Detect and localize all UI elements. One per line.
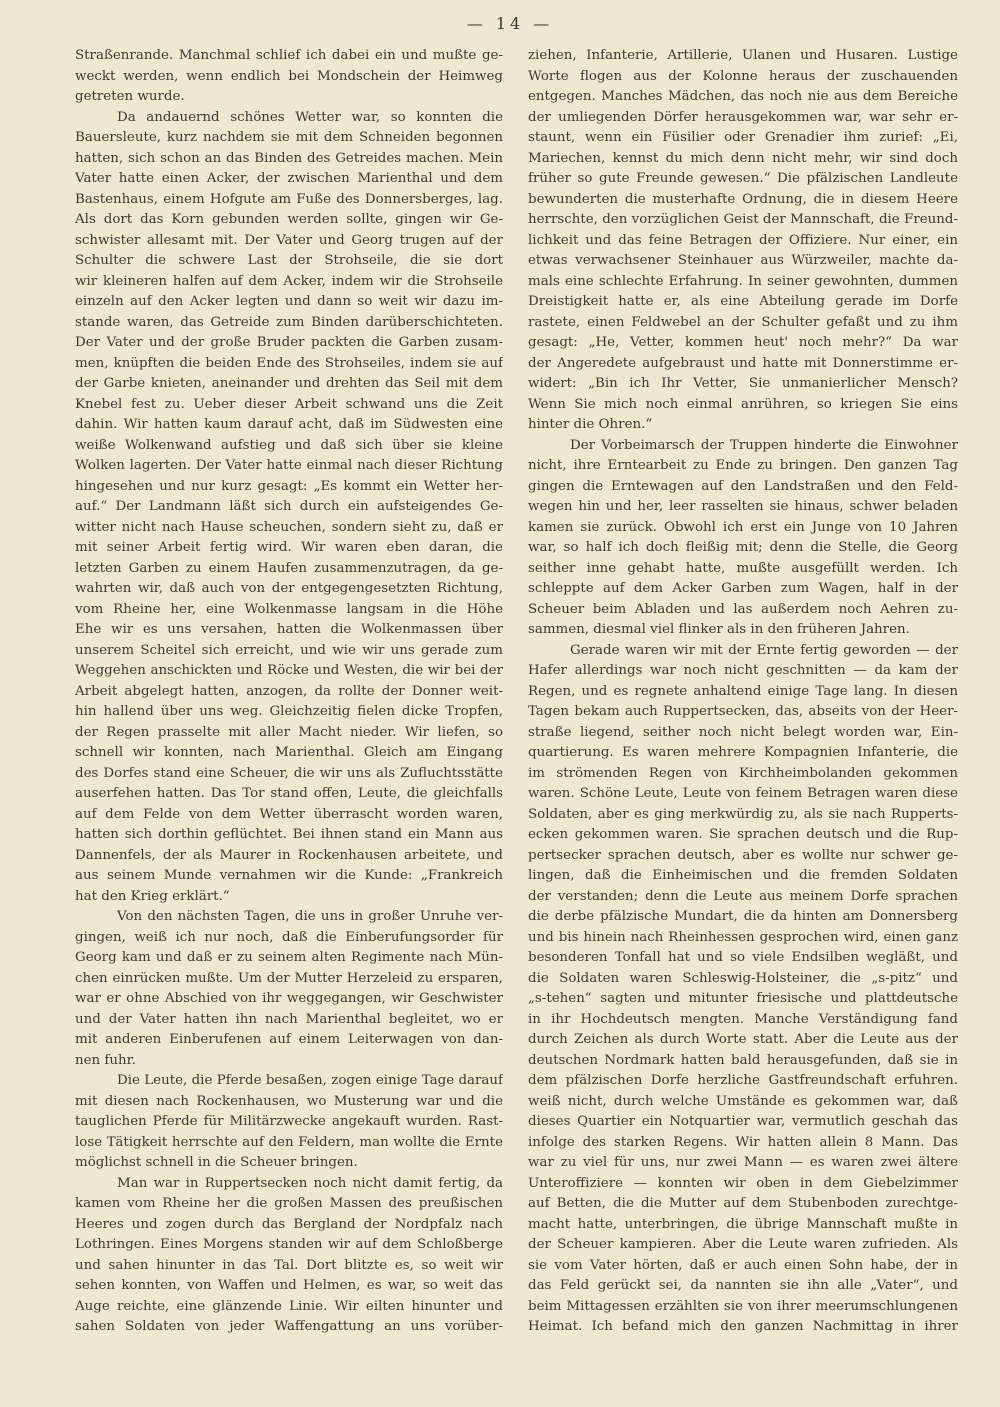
text-line: dahin. Wir hatten kaum darauf acht, daß im Südwesten eine <box>75 417 503 432</box>
text-line: Bastenhaus, einem Hofgute am Fuße des Donnersberges, lag. <box>75 191 503 207</box>
text-line: deutschen Nordmark hatten bald herausgefunden, daß sie in <box>528 1052 958 1068</box>
text-line: möglichst schnell in die Scheuer bringen. <box>75 1155 358 1170</box>
paragraph <box>75 108 503 908</box>
text-line: der umliegenden Dörfer herausgekommen war, war sehr er- <box>528 109 958 125</box>
text-line: Bauersleute, kurz nachdem sie mit dem Schneiden begonnen <box>75 130 503 145</box>
text-line: nicht, ihre Erntearbeit zu Ende zu bringen. Den ganzen Tag <box>528 458 958 473</box>
text-line: schnell wir konnten, nach Marienthal. Gleich am Eingang <box>75 745 503 760</box>
text-line: die Soldaten waren Schleswig-Holsteiner, die „s-pitz“ und <box>528 970 958 986</box>
text-line: war, so half ich doch fleißig mit; denn die Stelle, die Georg <box>528 540 958 555</box>
text-line: widert: „Bin ich Ihr Vetter, Sie unmanierlicher Mensch? <box>528 376 958 391</box>
text-line: ecken gekommen waren. Sie sprachen deutsch und die Rup- <box>528 827 958 842</box>
text-line: mit seiner Arbeit fertig wird. Wir waren eben daran, die <box>75 540 503 555</box>
text-line: sammen, diesmal viel flinker als in den früheren Jahren. <box>528 622 910 637</box>
paragraph <box>528 46 958 436</box>
text-line: der Regen prasselte mit aller Macht nieder. Wir liefen, so <box>75 724 503 740</box>
text-line: letzten Garben zu einem Haufen zusammenzutragen, da ge- <box>75 560 503 576</box>
text-line: Von den nächsten Tagen, die uns in großer Unruhe ver- <box>117 909 503 924</box>
text-line: seither inne gehabt hatte, mußte ausgefüllt werden. Ich <box>528 560 958 576</box>
text-line: der verstanden; denn die Leute aus meinem Dorfe sprachen <box>528 888 958 904</box>
text-line: schleppte auf dem Acker Garben zum Wagen, half in der <box>528 581 958 596</box>
text-line: Straßenrande. Manchmal schlief ich dabei ein und mußte ge- <box>75 48 503 63</box>
text-line: beim Mittagessen erzählten sie von ihrer meerumschlungenen <box>528 1298 958 1314</box>
text-line: Weggehen anschickten und Röcke und Westen, die wir bei der <box>75 663 503 678</box>
text-line: lose Tätigkeit herrschte auf den Feldern, man wollte die Ernte <box>75 1134 503 1150</box>
text-line: waren. Schöne Leute, Leute von feinem Betragen waren diese <box>528 786 958 801</box>
text-line: bewunderten die musterhafte Ordnung, die in diesem Heere <box>528 191 958 207</box>
text-line: Auge reichte, eine glänzende Linie. Wir eilten hinunter und <box>75 1298 503 1314</box>
text-line: besonderen Tonfall hat und so viele Endsilben wegläßt, und <box>528 950 958 965</box>
text-line: lichkeit und das feine Betragen der Offiziere. Nur einer, ein <box>528 232 958 248</box>
text-line: quartierung. Es waren mehrere Kompagnien Infanterie, die <box>528 745 958 760</box>
text-line: Vater hatte einen Acker, der zwischen Marienthal und dem <box>75 171 503 186</box>
text-line: dieses Quartier ein Notquartier war, vermutlich geschah das <box>528 1114 958 1129</box>
text-line: Wolken lagerten. Der Vater hatte einmal nach dieser Richtung <box>75 458 503 473</box>
text-line: chen einrücken mußte. Um der Mutter Herzeleid zu ersparen, <box>75 970 503 986</box>
text-line: gingen die Erntewagen auf den Landstraßen und den Feld- <box>528 478 958 494</box>
text-line: Man war in Ruppertsecken noch nicht damit fertig, da <box>117 1175 503 1191</box>
text-column-right <box>528 46 958 1338</box>
text-line: der Angeredete aufgebraust und hatte mit Donnerstimme er- <box>528 355 958 371</box>
text-line: Knebel fest zu. Ueber dieser Arbeit schwand uns die Zeit <box>75 396 503 412</box>
text-line: tauglichen Pferde für Militärzwecke angekauft wurden. Rast- <box>75 1114 503 1129</box>
paragraph <box>75 1071 503 1174</box>
text-line: kamen sie zurück. Obwohl ich erst ein Junge von 10 Jahren <box>528 519 958 535</box>
text-line: Heimat. Ich befand mich den ganzen Nachmittag in ihrer <box>528 1319 958 1334</box>
text-line: getreten wurde. <box>75 89 185 104</box>
text-line: Dreistigkeit hatte er, als eine Abteilung gerade im Dorfe <box>528 294 958 309</box>
text-line: dem pfälzischen Dorfe herzliche Gastfreundschaft erfuhren. <box>528 1073 958 1088</box>
paragraph <box>75 1174 503 1338</box>
text-line: die derbe pfälzische Mundart, die da hinten am Donnersberg <box>528 909 958 924</box>
text-line: staunt, wenn ein Füsilier oder Grenadier ihm zurief: „Ei, <box>528 130 958 145</box>
paragraph <box>528 436 958 641</box>
text-line: der Scheuer kampieren. Aber die Leute waren zufrieden. Als <box>528 1237 958 1252</box>
text-line: witter nicht nach Hause scheuchen, sondern sieht zu, daß er <box>75 519 503 535</box>
text-line: pertsecker sprachen deutsch, aber es wollte nur schwer ge- <box>528 847 958 863</box>
text-line: Hafer allerdings war noch nicht geschnitten — da kam der <box>528 663 958 678</box>
text-line: auserfehen hatten. Das Tor stand offen, Leute, die gleichfalls <box>75 786 503 801</box>
text-line: infolge des starken Regens. Wir hatten allein 8 Mann. Das <box>528 1134 958 1150</box>
text-line: sahen Soldaten von jeder Waffengattung an uns vorüber- <box>75 1319 503 1334</box>
text-line: ziehen, Infanterie, Artillerie, Ulanen und Husaren. Lustige <box>528 48 958 63</box>
text-line: und der Vater hatten ihn nach Marienthal begleitet, wo er <box>75 1011 503 1027</box>
text-line: gesagt: „He, Vetter, kommen heut' noch mehr?“ Da war <box>528 335 958 350</box>
text-line: wahrten wir, daß auch von der entgegengesetzten Richtung, <box>75 581 503 596</box>
text-line: Heeres und zogen durch das Bergland der Nordpfalz nach <box>75 1216 503 1232</box>
paragraph <box>528 641 958 1338</box>
text-line: men, knüpften die beiden Ende des Strohseiles, indem sie auf <box>75 355 503 371</box>
text-line: Regen, und es regnete anhaltend einige Tage lang. In diesen <box>528 683 958 699</box>
text-line: auf.“ Der Landmann läßt sich durch ein aufsteigendes Ge- <box>75 499 503 514</box>
text-line: herrschte, den vorzüglichen Geist der Mannschaft, die Freund- <box>528 212 958 227</box>
text-line: im strömenden Regen von Kirchheimbolanden gekommen <box>528 765 958 781</box>
text-line: war zu viel für uns, nur zwei Mann — es waren zwei ältere <box>528 1155 958 1170</box>
text-line: Mariechen, kennst du mich denn nicht mehr, wir sind doch <box>528 150 958 166</box>
text-line: hingesehen und nur kurz gesagt: „Es kommt ein Wetter her- <box>75 478 503 494</box>
text-line: Schulter die schwere Last der Strohseile, die sie dort <box>75 253 503 268</box>
text-line: mals eine schlechte Erfahrung. In seiner gewohnten, dummen <box>528 273 958 289</box>
text-line: Die Leute, die Pferde besaßen, zogen einige Tage darauf <box>117 1073 503 1088</box>
text-line: hatten, sich schon an das Binden des Getreides machen. Mein <box>75 150 503 166</box>
text-line: Tagen bekam auch Ruppertsecken, das, abseits von der Heer- <box>528 704 958 719</box>
text-line: auf dem Felde von dem Wetter überrascht worden waren, <box>75 806 503 822</box>
text-line: einzeln auf den Acker legten und dann so weit wir dazu im- <box>75 294 503 309</box>
text-line: Der Vater und der große Bruder packten die Garben zusam- <box>75 335 503 350</box>
text-column-left <box>75 46 503 1338</box>
text-line: rastete, einen Feldwebel an der Schulter gefaßt und zu ihm <box>528 314 958 330</box>
text-line: weiße Wolkenwand aufstieg und daß sich über sie kleine <box>75 437 503 453</box>
text-line: etwas verwachsener Steinhauer aus Würzweiler, machte da- <box>528 253 958 268</box>
text-line: und sahen hinunter in das Tal. Dort blitzte es, so weit wir <box>75 1257 503 1273</box>
text-line: Georg kam und daß er zu seinem alten Regimente nach Mün- <box>75 950 503 965</box>
text-line: lingen, daß die Einheimischen und die fremden Soldaten <box>528 868 958 883</box>
text-line: weckt werden, wenn endlich bei Mondschein der Heimweg <box>75 68 503 84</box>
text-line: Wenn Sie mich noch einmal anrühren, so kriegen Sie eins <box>528 396 958 412</box>
text-line: Lothringen. Eines Morgens standen wir auf dem Schloßberge <box>75 1237 503 1252</box>
text-line: wegen hin und her, leer rasselten sie hinaus, schwer beladen <box>528 499 958 514</box>
page-number: — 14 — <box>466 14 554 33</box>
text-line: mit diesen nach Rockenhausen, wo Musterung war und die <box>75 1093 503 1109</box>
text-line: mit anderen Einberufenen auf einem Leiterwagen von dan- <box>75 1032 503 1047</box>
text-line: das Feld gerückt sei, da nannten sie ihn alle „Vater“, und <box>528 1278 958 1293</box>
text-line: „s-tehen“ sagten und mitunter friesische und plattdeutsche <box>528 991 958 1006</box>
text-line: Arbeit abgelegt hatten, anzogen, da rollte der Donner weit- <box>75 683 503 699</box>
text-line: früher so gute Freunde gewesen.“ Die pfälzischen Landleute <box>528 171 958 186</box>
text-line: hatten sich dorthin geflüchtet. Bei ihnen stand ein Mann aus <box>75 827 503 842</box>
text-line: Scheuer beim Abladen und las außerdem noch Aehren zu- <box>528 601 958 617</box>
text-line: Der Vorbeimarsch der Truppen hinderte die Einwohner <box>570 437 958 453</box>
text-line: aus seinem Munde vernahmen wir die Kunde: „Frankreich <box>75 868 503 883</box>
text-line: weiß nicht, durch welche Umstände es gekommen war, daß <box>528 1093 958 1109</box>
text-line: sie vom Vater hörten, daß er auch einen Sohn habe, der in <box>528 1257 958 1273</box>
text-line: gingen, weiß ich nur noch, daß die Einberufungsorder für <box>75 929 503 945</box>
text-line: unserem Scheitel sich erreicht, und wie wir uns gerade zum <box>75 642 503 658</box>
text-line: war er ohne Abschied von ihr weggegangen, wir Geschwister <box>75 991 503 1006</box>
text-line: Soldaten, aber es ging merkwürdig zu, als sie nach Rupperts- <box>528 806 958 822</box>
text-line: entgegen. Manches Mädchen, das noch nie aus dem Bereiche <box>528 89 958 104</box>
text-line: hin hallend über uns weg. Gleichzeitig fielen dicke Tropfen, <box>75 704 503 719</box>
text-line: Als dort das Korn gebunden werden sollte, gingen wir Ge- <box>75 212 503 227</box>
text-line: Da andauernd schönes Wetter war, so konnten die <box>117 109 503 125</box>
text-line: wir kleineren halfen auf dem Acker, indem wir die Strohseile <box>75 273 503 289</box>
text-line: und bis hinein nach Rheinhessen gesprochen wird, einen ganz <box>528 929 958 945</box>
text-line: Ehe wir es uns versahen, hatten die Wolkenmassen über <box>75 622 503 637</box>
text-line: hinter die Ohren.“ <box>528 417 653 432</box>
text-line: vom Rheine her, eine Wolkenmasse langsam in die Höhe <box>75 601 503 617</box>
text-line: macht hatte, unterbringen, die übrige Mannschaft mußte in <box>528 1216 958 1232</box>
text-line: Worte flogen aus der Kolonne heraus der zuschauenden <box>528 68 958 84</box>
text-line: sehen konnten, von Waffen und Helmen, es war, so weit das <box>75 1278 503 1293</box>
text-line: auf Betten, die die Mutter auf dem Stubenboden zurechtge- <box>528 1196 958 1211</box>
text-line: stande waren, das Getreide zum Binden darüberschichteten. <box>75 314 503 330</box>
paragraph <box>75 46 503 108</box>
text-line: kamen vom Rheine her die großen Massen des preußischen <box>75 1196 503 1211</box>
text-line: des Dorfes stand eine Scheuer, die wir uns als Zufluchtsstätte <box>75 765 503 781</box>
text-line: in ihr Hochdeutsch mengten. Manche Verständigung fand <box>528 1011 958 1027</box>
text-line: Unteroffiziere — konnten wir oben in dem Giebelzimmer <box>528 1175 958 1191</box>
text-line: schwister allesamt mit. Der Vater und Georg trugen auf der <box>75 232 503 248</box>
text-line: durch Zeichen als durch Worte statt. Aber die Leute aus der <box>528 1032 958 1047</box>
text-line: straße liegend, seither noch nicht belegt worden war, Ein- <box>528 724 958 740</box>
text-line: Gerade waren wir mit der Ernte fertig geworden — der <box>570 642 958 658</box>
paragraph <box>75 907 503 1071</box>
text-line: Dannenfels, der als Maurer in Rockenhausen arbeitete, und <box>75 847 503 863</box>
text-line: hat den Krieg erklärt.“ <box>75 888 230 904</box>
text-line: nen fuhr. <box>75 1052 136 1068</box>
text-line: der Garbe knieten, aneinander und drehten das Seil mit dem <box>75 376 503 391</box>
